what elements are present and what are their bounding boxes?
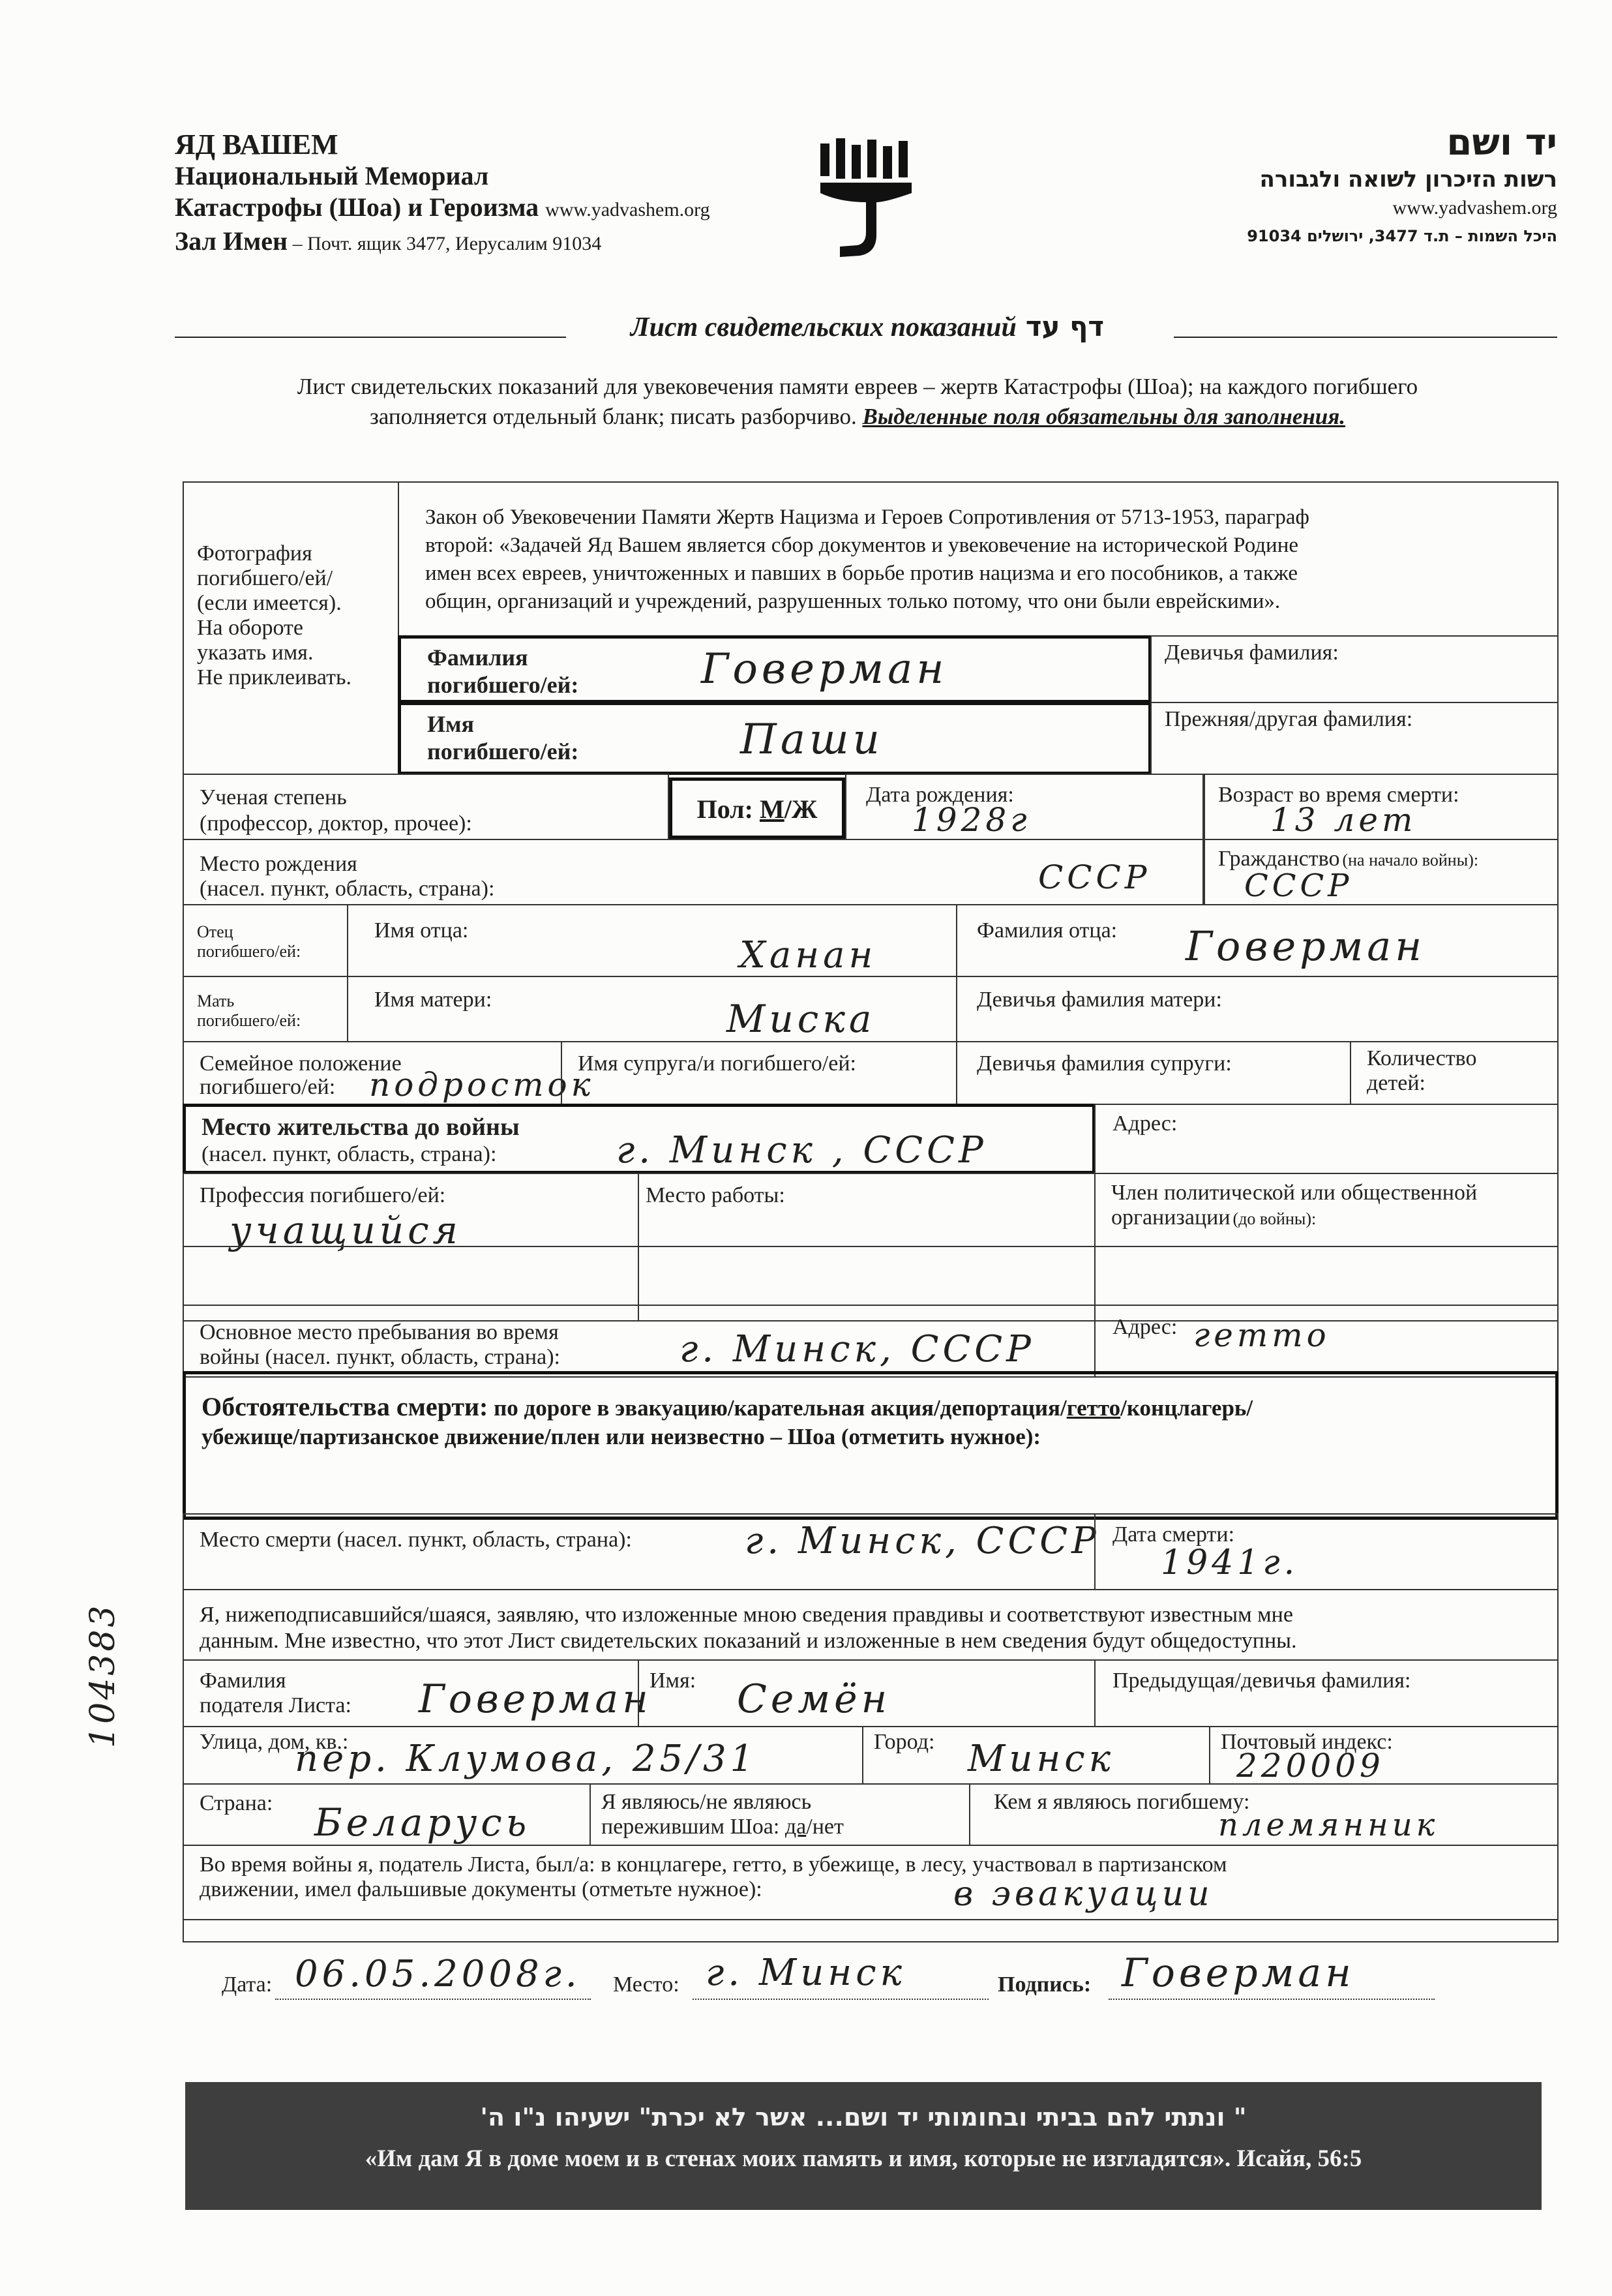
org-name-ru: ЯД ВАШЕМ <box>175 128 338 160</box>
citizenship-label: Гражданство <box>1218 847 1340 871</box>
form-title-he: דף עד <box>1025 310 1105 342</box>
residence-label1: Место жительства до войны <box>202 1113 520 1141</box>
spouse-maiden-label: Девичья фамилия супруги: <box>977 1051 1232 1076</box>
father-row-label1: Отец <box>197 922 233 941</box>
mother-row-label2: погибшего/ей: <box>197 1011 301 1030</box>
submitter-surname-field[interactable] <box>183 1659 652 1727</box>
previous-name-field[interactable] <box>1150 702 1559 775</box>
circumstances-marked: гетто <box>1066 1395 1121 1421</box>
country-label: Страна: <box>200 1791 273 1815</box>
footer-quote-ru: «Им дам Я в доме моем и в стенах моих память и имя, которые не изгладятся». Исайя, 56:5 <box>365 2145 1362 2172</box>
circumstances-line1 <box>202 1391 1253 1422</box>
age-at-death-value: 13 лет <box>1270 801 1417 839</box>
profession-row-divider <box>184 1246 1557 1247</box>
birth-date-label: Дата рождения: <box>866 783 1014 807</box>
wartime-address-label: Адрес: <box>1112 1315 1178 1339</box>
spouse-name-field[interactable] <box>561 1041 957 1105</box>
birth-place-label1: Место рождения <box>200 852 357 876</box>
membership-label1: Член политической или общественной <box>1111 1181 1478 1205</box>
hall-label: Зал Имен <box>175 226 288 256</box>
submitter-name-label: Имя: <box>649 1669 696 1693</box>
photo-box-line3: (если имеется). <box>197 591 342 615</box>
first-name-value: Паши <box>740 716 884 764</box>
marital-status-field[interactable] <box>183 1041 595 1105</box>
relation-value: племянник <box>1218 1807 1439 1843</box>
submitter-name-value: Семён <box>737 1676 891 1722</box>
submitter-wartime-value: в эвакуации <box>953 1875 1214 1914</box>
submitter-prev-name-label: Предыдущая/девичья фамилия: <box>1112 1669 1411 1693</box>
profession-field[interactable] <box>183 1173 639 1322</box>
wartime-place-label1: Основное место пребывания во время <box>200 1320 559 1344</box>
mother-row-label <box>183 976 348 1042</box>
marital-label2: погибшего/ей: <box>200 1075 336 1099</box>
law-text-box <box>398 481 1559 637</box>
death-date-label: Дата смерти: <box>1112 1522 1235 1547</box>
mother-name-field[interactable] <box>347 976 957 1042</box>
survivor-field[interactable] <box>590 1783 970 1846</box>
hall-he: היכל השמות – ת.ד 3477, ירושלים 91034 <box>1247 227 1557 245</box>
residence-address-label: Адрес: <box>1112 1111 1178 1136</box>
wartime-place-field[interactable] <box>183 1305 1096 1378</box>
membership-label2: организации <box>1111 1205 1231 1230</box>
residence-value: г. Минск , СССР <box>616 1129 987 1171</box>
relation-label: Кем я являюсь погибшему: <box>994 1790 1250 1814</box>
org-line2-ru: Национальный Мемориал <box>175 161 489 190</box>
form-title-ru: Лист свидетельских показаний <box>630 312 1017 342</box>
age-at-death-field[interactable] <box>1204 774 1559 840</box>
org-line3-ru <box>175 192 762 226</box>
survivor-label1: Я являюсь/не являюсь <box>601 1790 812 1814</box>
circumstances-text2: /концлагерь/ <box>1120 1395 1253 1421</box>
signoff-date-label: Дата: <box>222 1972 273 1997</box>
submitter-surname-value: Говерман <box>419 1676 652 1722</box>
law-line4: общин, организаций и учреждений, разрушенных только потому, что они были еврейскими». <box>425 590 1281 613</box>
death-place-field[interactable] <box>183 1513 1100 1590</box>
mother-name-value: Миска <box>726 997 876 1041</box>
birth-place-field[interactable] <box>183 839 1204 905</box>
membership-field[interactable] <box>1094 1173 1559 1322</box>
mother-maiden-field[interactable] <box>956 976 1559 1042</box>
wartime-place-value: г. Минск, СССР <box>679 1328 1035 1370</box>
mother-maiden-label: Девичья фамилия матери: <box>977 988 1222 1012</box>
header-left <box>175 129 762 260</box>
street-field[interactable] <box>183 1726 863 1785</box>
footer-quote-he: " ונתתי להם בביתי ובחומותי יד ושם... אשר לא יכרת" ישעיהו נ"ו ה' <box>480 2103 1247 2132</box>
father-name-label: Имя отца: <box>374 918 469 943</box>
gender-sep: / <box>784 794 792 824</box>
mother-name-label: Имя матери: <box>374 988 492 1012</box>
margin-id: 104383 <box>83 1603 123 1748</box>
father-surname-value: Говерман <box>1186 922 1426 970</box>
surname-field[interactable] <box>398 635 1152 703</box>
submitter-prev-name-field[interactable] <box>1094 1659 1559 1727</box>
wartime-place-label2: войны (насел. пункт, область, страна): <box>200 1345 560 1369</box>
birth-place-value: СССР <box>1038 858 1151 896</box>
relation-field[interactable] <box>969 1783 1559 1846</box>
death-place-label: Место смерти (насел. пункт, область, страна): <box>200 1528 632 1552</box>
law-line2: второй: «Задачей Яд Вашем является сбор документов и увековечение на исторической Родине <box>425 534 1299 557</box>
wartime-address-value: гетто <box>1193 1316 1330 1354</box>
intro-line2-wrap <box>157 402 1559 432</box>
father-row-label2: погибшего/ей: <box>197 942 301 961</box>
required-note: Выделенные поля обязательны для заполнения. <box>862 404 1346 429</box>
title-rule-left <box>175 337 566 338</box>
degree-label1: Ученая степень <box>200 785 347 809</box>
children-label1: Количество <box>1367 1046 1477 1070</box>
menorah-logo-svg <box>814 137 918 261</box>
org-name-he: יד ושם <box>1446 121 1557 164</box>
father-name-value: Ханан <box>739 934 877 976</box>
submitter-wartime-label1: Во время войны я, податель Листа, был/а: в концлагере, гетто, в убежище, в лесу, участвовал в партизанском <box>200 1852 1227 1877</box>
mother-row-label1: Мать <box>197 991 235 1010</box>
workplace-field[interactable] <box>638 1173 1096 1322</box>
residence-field[interactable] <box>183 1104 1096 1174</box>
footer-banner <box>185 2082 1542 2210</box>
org-line2-he: רשות הזיכרון לשואה ולגבורה <box>1259 166 1557 192</box>
photo-box-line5: указать имя. <box>197 641 314 665</box>
street-value: пер. Клумова, 25/31 <box>295 1738 758 1780</box>
surname-label2: погибшего/ей: <box>427 672 579 698</box>
first-name-label2: погибшего/ей: <box>427 738 579 764</box>
website-ru: www.yadvashem.org <box>545 199 710 220</box>
city-field[interactable] <box>862 1726 1210 1785</box>
zip-value: 220009 <box>1236 1747 1384 1785</box>
city-value: Минск <box>968 1738 1115 1780</box>
residence-address-field[interactable] <box>1094 1104 1559 1174</box>
form-title <box>574 310 1161 343</box>
father-name-field[interactable] <box>347 904 957 977</box>
father-surname-field[interactable] <box>956 904 1559 977</box>
submitter-wartime-field[interactable] <box>183 1845 1559 1920</box>
circumstances-text1: по дороге в эвакуацию/карательная акция/депортация/ <box>488 1395 1067 1421</box>
circumstances-title: Обстоятельства смерти: <box>202 1392 488 1421</box>
submitter-wartime-label2: движении, имел фальшивые документы (отметьте нужное): <box>200 1877 762 1901</box>
gender-m: М <box>759 794 784 824</box>
submitter-surname-label2: подателя Листа: <box>200 1693 351 1717</box>
previous-name-label: Прежняя/другая фамилия: <box>1165 707 1413 731</box>
submitter-surname-label1: Фамилия <box>200 1669 286 1693</box>
declaration-line1: Я, нижеподписавшийся/шаяся, заявляю, что изложенные мною сведения правдивы и соответствуют известным мне <box>200 1603 1293 1627</box>
website-he: www.yadvashem.org <box>1392 197 1557 219</box>
survivor-yes: да <box>784 1815 807 1839</box>
workplace-label: Место работы: <box>646 1183 785 1207</box>
hall-address: – Почт. ящик 3477, Иерусалим 91034 <box>288 233 602 254</box>
membership-label2-wrap <box>1111 1205 1316 1230</box>
profession-value: учащийся <box>230 1208 462 1252</box>
org-line3-text: Катастрофы (Шоа) и Героизма <box>175 192 539 222</box>
circumstances-field[interactable] <box>183 1371 1559 1520</box>
zip-field[interactable] <box>1209 1726 1559 1785</box>
declaration <box>183 1589 1559 1661</box>
signoff-place-label: Место: <box>613 1972 679 1997</box>
photo-box <box>183 481 399 775</box>
survivor-label2-wrap <box>601 1815 844 1839</box>
wartime-address-field[interactable] <box>1094 1305 1559 1378</box>
gender-f: Ж <box>791 794 818 824</box>
citizenship-note: (на начало войны): <box>1342 851 1479 869</box>
father-row-label <box>183 904 348 977</box>
city-label: Город: <box>874 1730 935 1754</box>
title-rule-right <box>1174 337 1557 338</box>
signoff-row <box>196 1950 1559 2022</box>
signoff-place-line <box>693 1999 989 2000</box>
survivor-label2a: пережившим Шоа: <box>601 1815 785 1839</box>
law-line1: Закон об Увековечении Памяти Жертв Нацизма и Героев Сопротивления от 5713-1953, параграф <box>425 506 1309 529</box>
citizenship-field[interactable] <box>1204 839 1559 905</box>
gender-field[interactable] <box>669 778 845 839</box>
residence-label2: (насел. пункт, область, страна): <box>202 1142 497 1166</box>
hall-line-ru <box>175 226 762 260</box>
death-date-value: 1941г. <box>1161 1543 1299 1582</box>
header-right <box>991 121 1557 250</box>
children-count-field[interactable] <box>1350 1041 1559 1105</box>
circumstances-line2: убежище/партизанское движение/плен или неизвестно – Шоа (отметить нужное): <box>202 1424 1041 1449</box>
degree-label2: (профессор, доктор, прочее): <box>200 811 472 836</box>
intro-line1: Лист свидетельских показаний для увековечения памяти евреев – жертв Катастрофы (Шоа); на каждого погибшего <box>297 374 1418 399</box>
birth-date-field[interactable] <box>845 774 1204 840</box>
marital-value: подросток <box>369 1066 595 1104</box>
photo-box-line4: На обороте <box>197 616 303 640</box>
father-surname-label: Фамилия отца: <box>977 918 1118 943</box>
signature-label: Подпись: <box>998 1972 1092 1997</box>
children-label2: детей: <box>1367 1071 1425 1095</box>
degree-field[interactable] <box>183 774 669 840</box>
submitter-name-field[interactable] <box>638 1659 1096 1727</box>
street-label: Улица, дом, кв.: <box>200 1730 349 1754</box>
age-at-death-label: Возраст во время смерти: <box>1218 783 1459 807</box>
yad-vashem-logo-icon <box>814 137 918 261</box>
death-date-field[interactable] <box>1094 1513 1559 1590</box>
death-place-value: г. Минск, СССР <box>745 1520 1100 1562</box>
country-field[interactable] <box>183 1783 591 1846</box>
birth-place-label2: (насел. пункт, область, страна): <box>200 877 495 901</box>
maiden-name-field[interactable] <box>1150 635 1559 703</box>
profession-label: Профессия погибшего/ей: <box>200 1183 446 1207</box>
membership-note: (до войны): <box>1232 1209 1317 1228</box>
spouse-maiden-field[interactable] <box>956 1041 1351 1105</box>
photo-box-line1: Фотография <box>197 541 312 566</box>
declaration-line2: данным. Мне известно, что этот Лист свидетельских показаний и изложенные в нем сведения будут общедоступны. <box>200 1629 1297 1653</box>
photo-box-line6: Не приклеивать. <box>197 665 351 689</box>
surname-label1: Фамилия <box>427 644 528 671</box>
surname-value: Говерман <box>701 645 948 693</box>
photo-box-line2: погибшего/ей/ <box>197 566 333 590</box>
intro-line2: заполняется отдельный бланк; писать разборчиво. <box>369 404 857 429</box>
signature-value: Говерман <box>1122 1950 1355 1996</box>
maiden-name-label: Девичья фамилия: <box>1165 641 1339 665</box>
birth-date-value: 1928г <box>912 801 1031 839</box>
gender-prefix: Пол: <box>696 794 760 824</box>
survivor-label2b: /нет <box>806 1815 844 1839</box>
citizenship-value: СССР <box>1244 868 1353 904</box>
signature-line <box>1109 1999 1435 2000</box>
signoff-date-line <box>275 1999 591 2000</box>
signoff-place-value: г. Минск <box>706 1952 906 1994</box>
first-name-label1: Имя <box>427 711 474 737</box>
country-value: Беларусь <box>314 1800 531 1845</box>
zip-label: Почтовый индекс: <box>1221 1730 1393 1754</box>
intro <box>157 372 1559 432</box>
marital-label1: Семейное положение <box>200 1051 402 1076</box>
spouse-name-label: Имя супруга/и погибшего/ей: <box>578 1051 856 1076</box>
law-line3: имен всех евреев, уничтоженных и павших в борьбе против нацизма и его пособников, а также <box>425 562 1298 585</box>
signoff-date-value: 06.05.2008г. <box>295 1953 581 1995</box>
first-name-field[interactable] <box>398 702 1152 775</box>
